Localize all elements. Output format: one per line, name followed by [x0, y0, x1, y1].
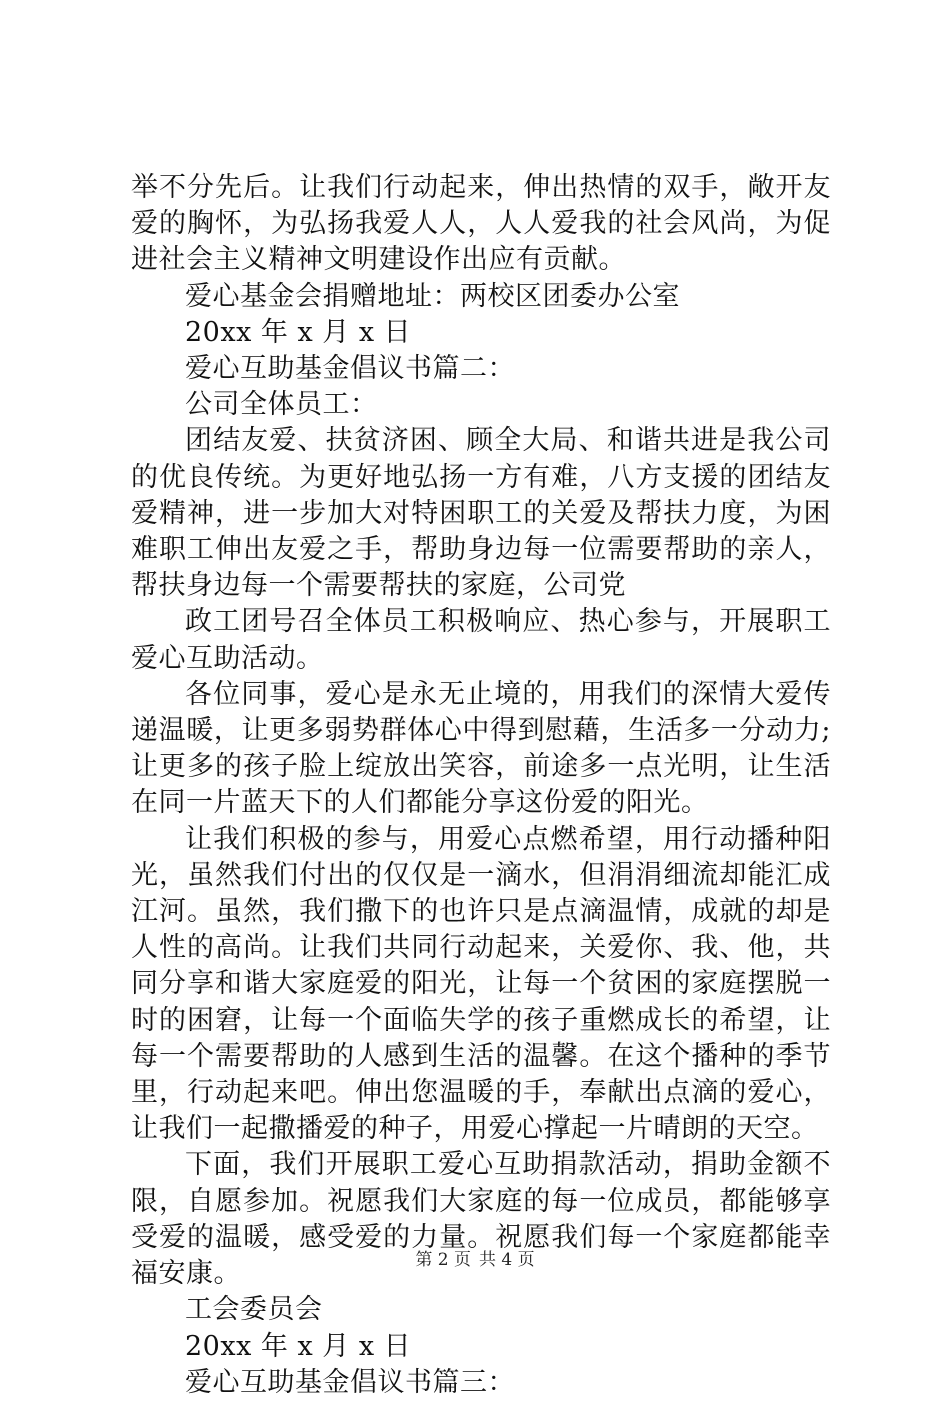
paragraph-9: 让我们积极的参与，用爱心点燃希望，用行动播种阳光，虽然我们付出的仅仅是一滴水，但涓涓细流却能汇成江河。虽然，我们撒下的也许只是点滴温情，成就的却是人性的高尚。让我们共同行动起来，关爱你、我、他，共同分享和谐大家庭爱的阳光，让每一个贫困的家庭摆脱一时的困窘，让每一个面临失学的孩子重燃成长的希望，让每一个需要帮助的人感到生活的温馨。在这个播种的季节里，行动起来吧。伸出您温暖的手，奉献出点滴的爱心，让我们一起撒播爱的种子，用爱心撑起一片晴朗的天空。	[131, 823, 831, 1145]
paragraph-8: 各位同事，爱心是永无止境的，用我们的深情大爱传递温暖，让更多弱势群体心中得到慰藉，生活多一分动力;让更多的孩子脸上绽放出笑容，前途多一点光明，让生活在同一片蓝天下的人们都能分享这份爱的阳光。	[131, 678, 831, 819]
date-line: 20xx 年 x 月 x 日	[185, 316, 412, 348]
signature-line: 工会委员会	[185, 1294, 323, 1326]
salutation: 公司全体员工：	[185, 389, 378, 421]
paragraph-6: 团结友爱、扶贫济困、顾全大局、和谐共进是我公司的优良传统。为更好地弘扬一方有难，八方支援的团结友爱精神，进一步加大对特困职工的关爱及帮扶力度，为困难职工伸出友爱之手，帮助身边每一位需要帮助的亲人，帮扶身边每一个需要帮扶的家庭，公司党	[131, 425, 831, 602]
date-line-2: 20xx 年 x 月 x 日	[185, 1330, 412, 1362]
paragraph-10: 下面，我们开展职工爱心互助捐款活动，捐助金额不限，自愿参加。祝愿我们大家庭的每一位成员，都能够享受爱的温暖，感受爱的力量。祝愿我们每一个家庭都能幸福安康。	[131, 1149, 831, 1290]
section-heading-2: 爱心互助基金倡议书篇二：	[185, 353, 515, 385]
page-number-total: 共 4 页	[479, 1250, 535, 1270]
document-body	[131, 170, 831, 1401]
page-footer	[0, 1245, 950, 1270]
section-heading-3: 爱心互助基金倡议书篇三：	[185, 1366, 515, 1398]
donation-address-line: 爱心基金会捐赠地址：两校区团委办公室	[185, 280, 680, 312]
page-number-current: 第 2 页	[415, 1250, 471, 1270]
paragraph-1: 举不分先后。让我们行动起来，伸出热情的双手，敞开友爱的胸怀，为弘扬我爱人人，人人爱我的社会风尚，为促进社会主义精神文明建设作出应有贡献。	[131, 172, 831, 276]
paragraph-7: 政工团号召全体员工积极响应、热心参与，开展职工爱心互助活动。	[131, 606, 831, 674]
